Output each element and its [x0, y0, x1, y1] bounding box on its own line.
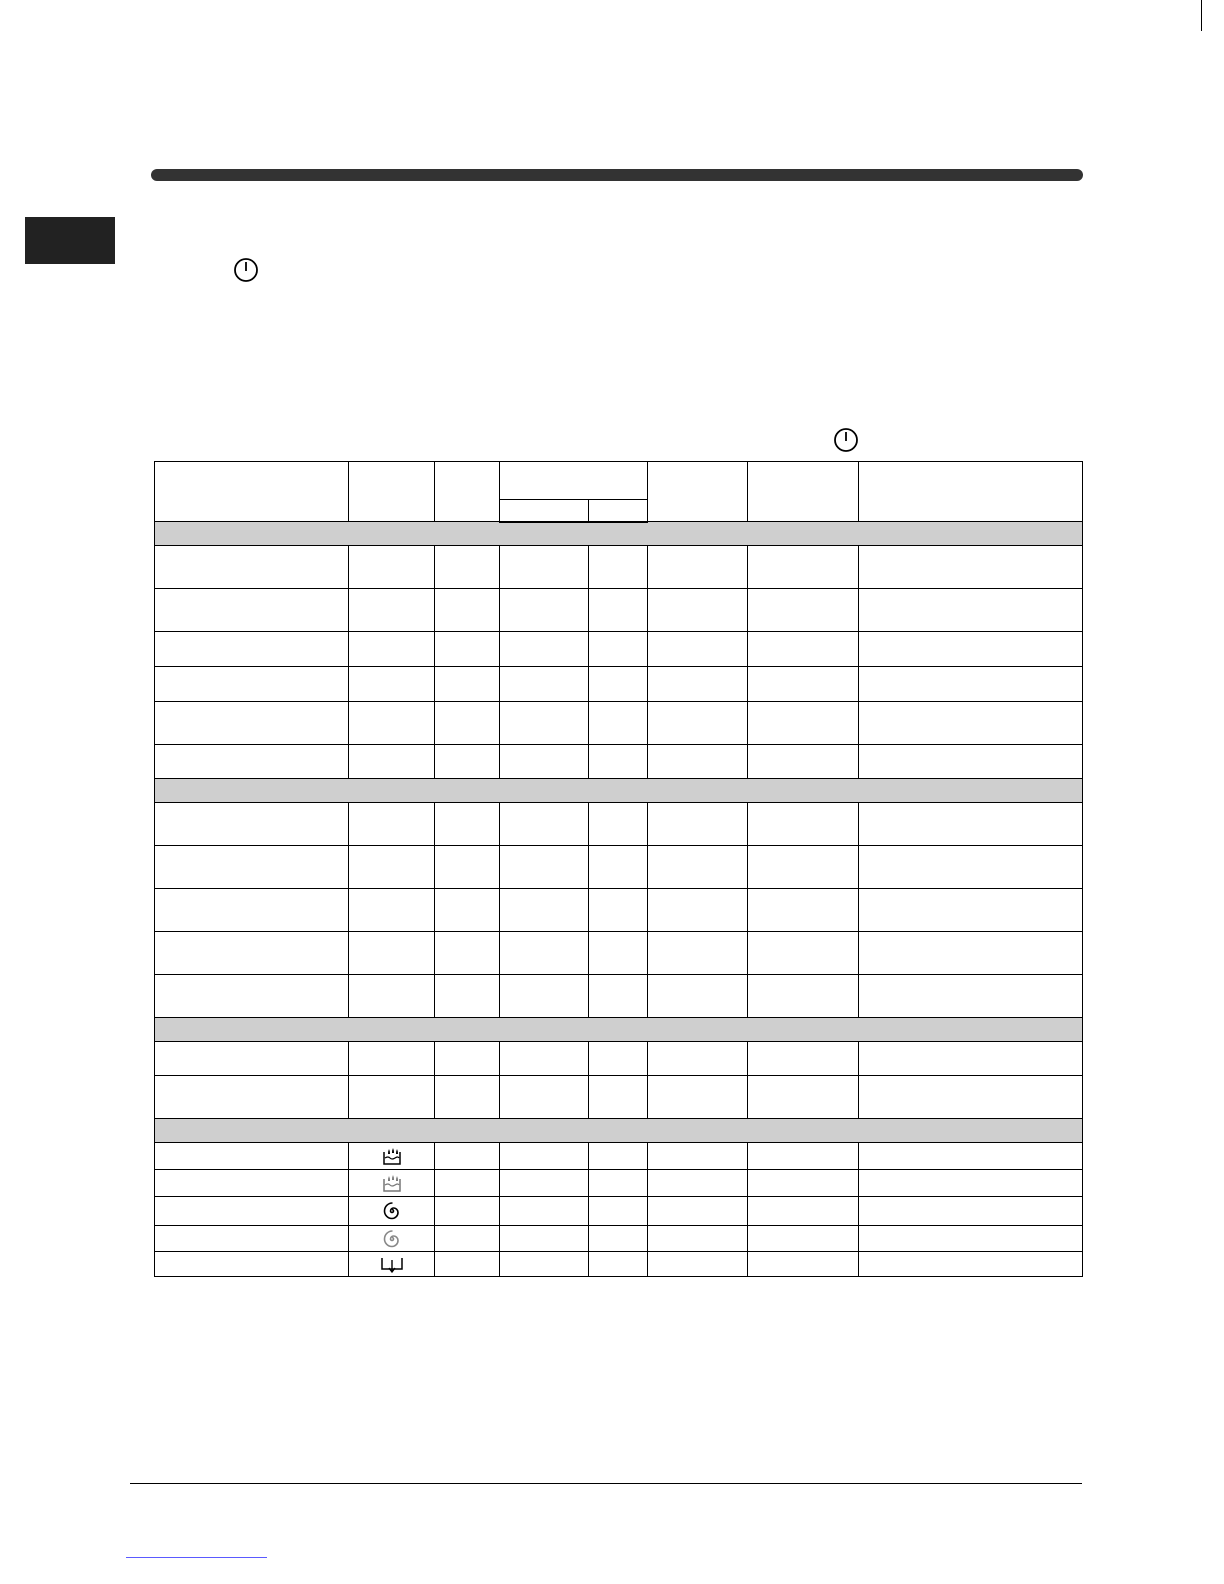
header-cell	[500, 500, 589, 522]
header-cell	[349, 462, 435, 522]
table-row	[155, 889, 1083, 932]
header-bar	[151, 169, 1083, 181]
section-row	[155, 1119, 1083, 1143]
section-row	[155, 779, 1083, 803]
programme-table	[154, 461, 1082, 1277]
language-side-tab	[25, 217, 115, 264]
crop-mark	[1201, 0, 1202, 31]
table-row	[155, 589, 1083, 632]
table-row	[155, 1197, 1083, 1226]
section-row	[155, 522, 1083, 546]
table-row	[155, 702, 1083, 745]
table-row	[155, 1170, 1083, 1197]
header-cell	[648, 462, 748, 522]
table-row	[155, 745, 1083, 779]
table-row	[155, 667, 1083, 702]
spin-spiral-light-icon	[381, 1228, 403, 1250]
table-row	[155, 975, 1083, 1018]
power-icon	[833, 427, 859, 453]
header-cell	[748, 462, 859, 522]
header-cell	[859, 462, 1083, 522]
spin-spiral-icon	[381, 1200, 403, 1222]
wash-drop-icon	[381, 1146, 403, 1166]
footer-rule	[130, 1483, 1082, 1484]
header-cell	[589, 500, 648, 522]
table-row	[155, 1252, 1083, 1277]
table-row	[155, 546, 1083, 589]
header-cell	[155, 462, 349, 522]
table-row	[155, 1143, 1083, 1170]
table-row	[155, 1226, 1083, 1252]
table-row	[155, 632, 1083, 667]
header-cell	[435, 462, 500, 522]
power-icon	[233, 257, 259, 283]
table-row	[155, 1042, 1083, 1076]
table-row	[155, 932, 1083, 975]
section-row	[155, 1018, 1083, 1042]
wash-drop-light-icon	[381, 1173, 403, 1193]
table-header-row	[155, 462, 1083, 500]
table-row	[155, 846, 1083, 889]
drain-icon	[380, 1254, 404, 1274]
footer-link-underline[interactable]	[126, 1557, 267, 1558]
table-row	[155, 803, 1083, 846]
table-row	[155, 1076, 1083, 1119]
header-cell	[500, 462, 648, 500]
